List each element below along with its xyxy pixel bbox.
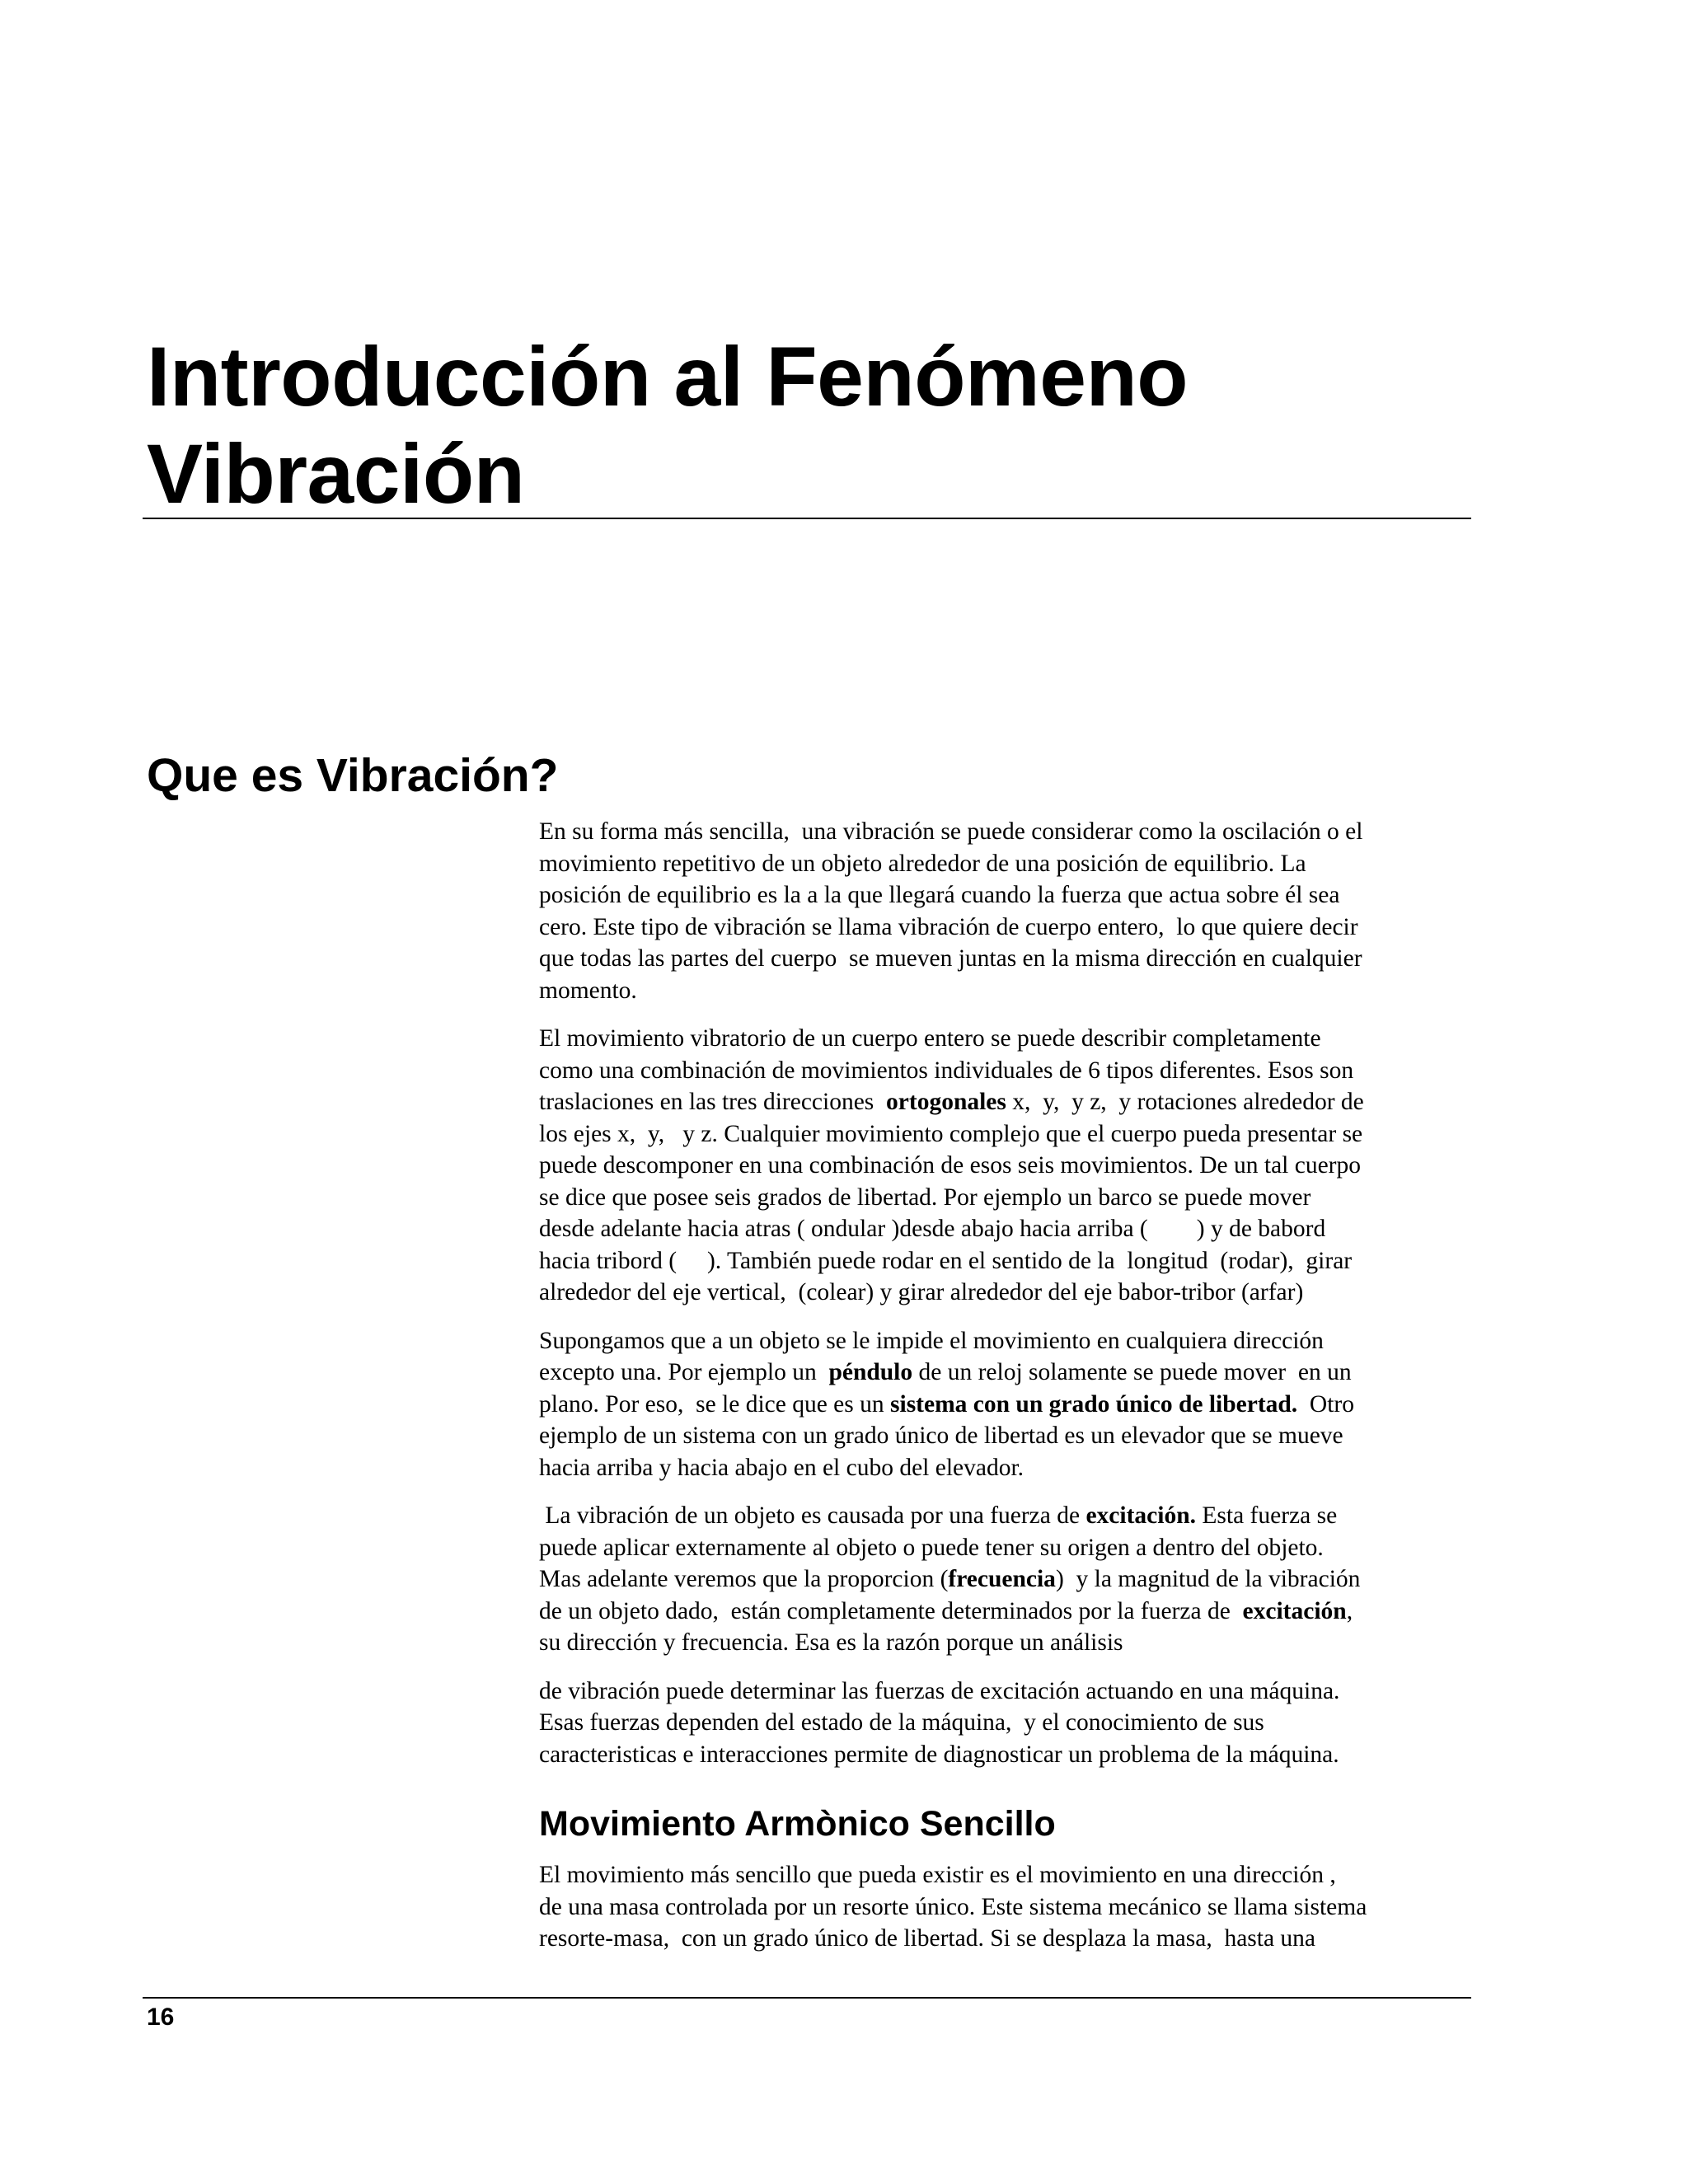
paragraph-4 bbox=[539, 1500, 1470, 1659]
text-line: alrededor del eje vertical, (colear) y girar alrededor del eje babor-tribor (arfar) bbox=[539, 1279, 1304, 1305]
text-line: se dice que posee seis grados de libertad. Por ejemplo un barco se puede mover bbox=[539, 1183, 1311, 1211]
text-run: ) y la magnitud de la vibración bbox=[1055, 1566, 1361, 1592]
chapter-title bbox=[147, 328, 1465, 523]
text-run: de un reloj solamente se puede mover en un bbox=[912, 1359, 1352, 1385]
text-run: plano. Por eso, se le dice que es un bbox=[539, 1390, 891, 1418]
paragraph-5 bbox=[539, 1675, 1470, 1771]
text-run: Mas adelante veremos que la proporcion ( bbox=[539, 1566, 949, 1592]
paragraph-6 bbox=[539, 1859, 1470, 1955]
text-line: momento. bbox=[539, 977, 637, 1004]
text-line: puede descomponer en una combinación de esos seis movimientos. De un tal cuerpo bbox=[539, 1152, 1361, 1179]
text-run: Esta fuerza se bbox=[1196, 1502, 1338, 1529]
bold-term-ortogonales: ortogonales bbox=[886, 1089, 1006, 1115]
footer-divider bbox=[143, 1997, 1471, 1999]
text-line: los ejes x, y, y z. Cualquier movimiento complejo que el cuerpo pueda presentar se bbox=[539, 1120, 1363, 1147]
text-line: El movimiento más sencillo que pueda existir es el movimiento en una dirección , bbox=[539, 1862, 1336, 1888]
bold-term-frecuencia: frecuencia bbox=[948, 1566, 1056, 1592]
text-line bbox=[539, 1563, 1470, 1596]
chapter-title-line-1: Introducción al Fenómeno bbox=[147, 330, 1189, 424]
text-run: La vibración de un objeto es causada por una fuerza de bbox=[539, 1502, 1086, 1529]
text-run: Otro bbox=[1297, 1390, 1354, 1418]
text-run: traslaciones en las tres direcciones bbox=[539, 1089, 887, 1115]
text-line: puede aplicar externamente al objeto o puede tener su origen a dentro del objeto. bbox=[539, 1534, 1324, 1561]
text-line: posición de equilibrio es la a la que llegará cuando la fuerza que actua sobre él sea bbox=[539, 882, 1340, 908]
paragraph-2 bbox=[539, 1023, 1470, 1309]
text-run: excepto una. Por ejemplo un bbox=[539, 1359, 829, 1385]
text-line: ejemplo de un sistema con un grado único de libertad es un elevador que se mueve bbox=[539, 1422, 1343, 1449]
bold-term-excitacion: excitación. bbox=[1085, 1502, 1196, 1529]
text-line: En su forma más sencilla, una vibración se puede considerar como la oscilación o el bbox=[539, 818, 1363, 845]
text-run: x, y, y z, y rotaciones alrededor de bbox=[1006, 1089, 1364, 1115]
text-line: que todas las partes del cuerpo se mueven juntas en la misma dirección en cualquier bbox=[539, 945, 1362, 972]
page-number: 16 bbox=[147, 2004, 175, 2031]
bold-term-pendulo: péndulo bbox=[828, 1359, 913, 1385]
text-line: hacia arriba y hacia abajo en el cubo del elevador. bbox=[539, 1454, 1025, 1481]
text-line: Esas fuerzas dependen del estado de la máquina, y el conocimiento de sus bbox=[539, 1709, 1264, 1736]
text-line bbox=[539, 1389, 1470, 1421]
text-line: de vibración puede determinar las fuerzas de excitación actuando en una máquina. bbox=[539, 1677, 1340, 1704]
text-line: su dirección y frecuencia. Esa es la razón porque un análisis bbox=[539, 1629, 1123, 1656]
section-title: Que es Vibración? bbox=[147, 749, 559, 802]
text-line: caracteristicas e interacciones permite de diagnosticar un problema de la máquina. bbox=[539, 1741, 1339, 1768]
subsection-title: Movimiento Armònico Sencillo bbox=[539, 1804, 1056, 1844]
bold-term-sistema: sistema con un grado único de libertad. bbox=[890, 1390, 1298, 1418]
bold-term-excitacion: excitación bbox=[1242, 1597, 1347, 1624]
text-line bbox=[539, 1596, 1470, 1628]
text-run: de un objeto dado, están completamente determinados por la fuerza de bbox=[539, 1597, 1243, 1624]
text-line: El movimiento vibratorio de un cuerpo entero se puede describir completamente bbox=[539, 1025, 1321, 1052]
text-line bbox=[539, 1086, 1470, 1118]
title-divider bbox=[143, 518, 1471, 519]
chapter-title-line-2: Vibración bbox=[147, 427, 525, 521]
text-line: hacia tribord ( ). También puede rodar en el sentido de la longitud (rodar), girar bbox=[539, 1247, 1353, 1274]
paragraph-1 bbox=[539, 816, 1470, 1006]
text-run: , bbox=[1346, 1597, 1353, 1624]
text-line: resorte-masa, con un grado único de libertad. Si se desplaza la masa, hasta una bbox=[539, 1925, 1316, 1952]
text-line bbox=[539, 1357, 1470, 1389]
paragraph-3 bbox=[539, 1325, 1470, 1484]
text-line: de una masa controlada por un resorte único. Este sistema mecánico se llama sistema bbox=[539, 1893, 1367, 1920]
text-line: movimiento repetitivo de un objeto alrededor de una posición de equilibrio. La bbox=[539, 850, 1306, 877]
body-column bbox=[539, 816, 1470, 1971]
text-line: como una combinación de movimientos individuales de 6 tipos diferentes. Esos son bbox=[539, 1057, 1354, 1084]
text-line bbox=[539, 1500, 1470, 1532]
text-line: desde adelante hacia atras ( ondular )desde abajo hacia arriba ( ) y de babord bbox=[539, 1216, 1326, 1242]
text-line: Supongamos que a un objeto se le impide el movimiento en cualquiera dirección bbox=[539, 1327, 1324, 1354]
text-line: cero. Este tipo de vibración se llama vibración de cuerpo entero, lo que quiere decir bbox=[539, 913, 1358, 940]
